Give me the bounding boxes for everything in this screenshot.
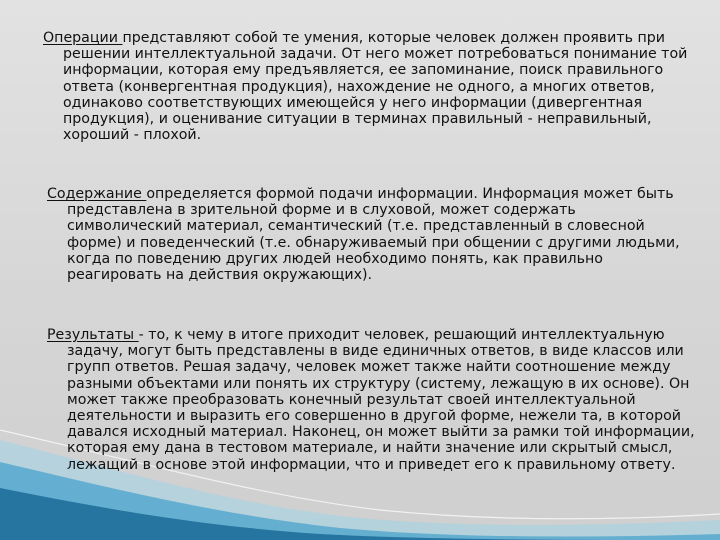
text-results: - то, к чему в итоге приходит человек, решающий интеллектуальную задачу, могут быть представлены в виде единичных ответов, в виде классов или групп ответов. Решая задачу, человек может также найти соотношение между разными объектами или понять их структуру (систему, лежащую в их основе). Он может также преобразовать конечный результат своей интеллектуальной деятельности и выразить его совершенно в другой форме, нежели та, в которой давался исходный материал. Наконец, он может выйти за рамки той информации, которая ему дана в тестовом материале, и найти значение или скрытый смысл, лежащий в основе этой информации, что и приведет его к правильному ответу. [67, 327, 695, 473]
term-content: Содержание [47, 186, 147, 202]
text-operations: представляют собой те умения, которые человек должен проявить при решении интеллектуальной задачи. От него может потребоваться понимание той информации, которая ему предъявляется, ее запоминание, поиск правильного ответа (конвергентная продукция), нахождение не одного, а многих ответов, одинаково соответствующих имеющейся у него информации (дивергентная продукция), и оценивание ситуации в терминах правильный - неправильный, хороший - плохой. [63, 30, 688, 144]
text-content: определяется формой подачи информации. Информация может быть представлена в зрительной форме и в слуховой, может содержать символический материал, семантический (т.е. представленный в словесной форме) и поведенческий (т.е. обнаруживаемый при общении с другими людьми, когда по поведению других людей необходимо понять, как правильно реагировать на действия окружающих). [67, 186, 680, 284]
paragraph-operations [43, 30, 703, 144]
term-results: Результаты [47, 327, 139, 343]
paragraph-results [47, 327, 697, 473]
term-operations: Операции [43, 30, 123, 46]
paragraph-content [47, 186, 687, 284]
